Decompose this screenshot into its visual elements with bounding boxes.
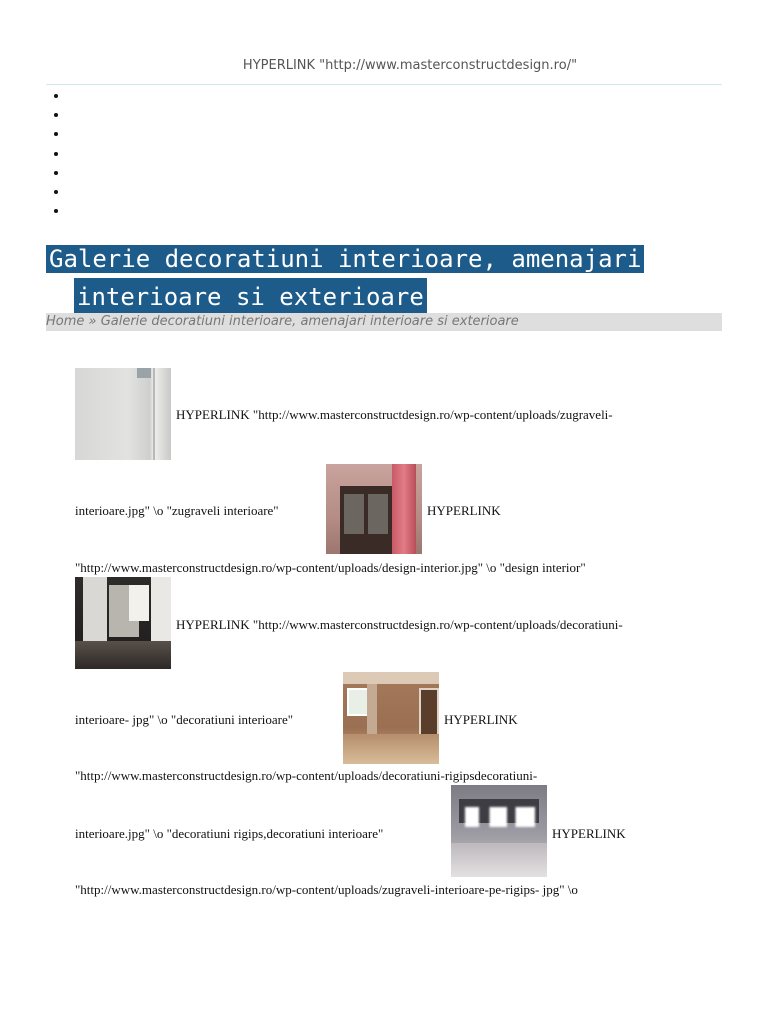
gallery-text: "http://www.masterconstructdesign.ro/wp-content/uploads/design-interior.jpg" \o "design interior" bbox=[75, 560, 586, 575]
page-title-line1: Galerie decoratiuni interioare, amenajari bbox=[46, 245, 644, 273]
page-title bbox=[46, 240, 706, 316]
breadcrumb bbox=[46, 313, 722, 331]
header-hyperlink[interactable]: HYPERLINK "http://www.masterconstructdesign.ro/" bbox=[242, 58, 578, 73]
gallery-text: interioare.jpg" \o "zugraveli interioare" bbox=[75, 503, 279, 518]
breadcrumb-separator: » bbox=[84, 314, 101, 329]
breadcrumb-home-link[interactable]: Home bbox=[46, 314, 85, 329]
gallery-text: "http://www.masterconstructdesign.ro/wp-content/uploads/zugraveli-interioare-pe-rigips- jpg" \o bbox=[75, 882, 578, 897]
gallery-text: HYPERLINK bbox=[552, 826, 626, 841]
gallery-text: HYPERLINK "http://www.masterconstructdesign.ro/wp-content/uploads/zugraveli- bbox=[176, 407, 613, 422]
photo-zugraveli-interioare[interactable] bbox=[75, 368, 171, 460]
gallery-text: interioare- jpg" \o "decoratiuni interioare" bbox=[75, 712, 294, 727]
photo-decoratiuni-interioare[interactable] bbox=[75, 577, 171, 669]
gallery-text: "http://www.masterconstructdesign.ro/wp-content/uploads/decoratiuni-rigipsdecoratiuni- bbox=[75, 768, 538, 783]
photo-decoratiuni-interioare-2[interactable] bbox=[343, 672, 439, 764]
photo-decoratiuni-rigips[interactable] bbox=[451, 785, 547, 877]
header-divider bbox=[46, 84, 722, 85]
gallery-text: HYPERLINK "http://www.masterconstructdesign.ro/wp-content/uploads/decoratiuni- bbox=[176, 617, 623, 632]
photo-design-interior[interactable] bbox=[326, 464, 422, 554]
breadcrumb-current: Galerie decoratiuni interioare, amenajari interioare si exterioare bbox=[100, 314, 519, 329]
gallery-text: interioare.jpg" \o "decoratiuni rigips,decoratiuni interioare" bbox=[75, 826, 384, 841]
nav-menu-list bbox=[46, 86, 68, 220]
page-title-line2: interioare si exterioare bbox=[74, 278, 427, 316]
gallery-text: HYPERLINK bbox=[427, 503, 501, 518]
gallery-text: HYPERLINK bbox=[444, 712, 518, 727]
